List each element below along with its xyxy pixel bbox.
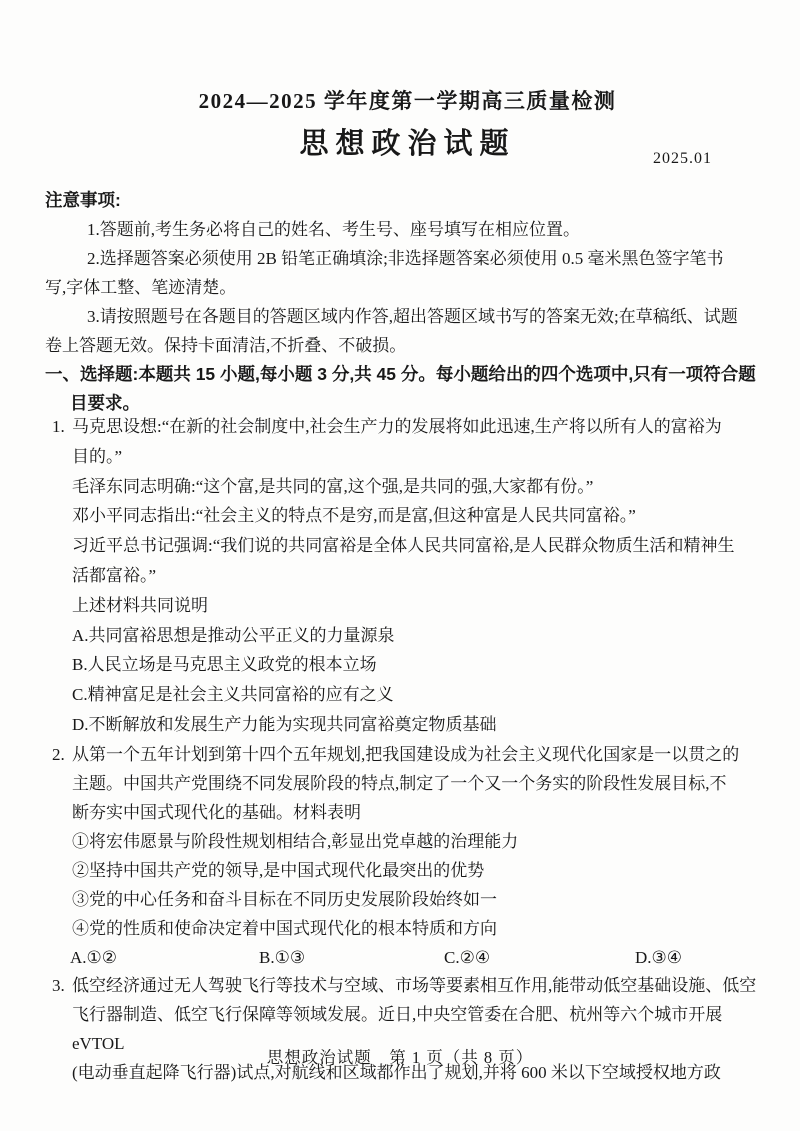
page-content <box>45 0 770 1087</box>
notice-heading: 注意事项: <box>45 190 121 210</box>
section-heading-line-2: 目要求。 <box>70 393 140 413</box>
notice-item-3-line-1: 3.请按照题号在各题目的答题区域内作答,超出答题区域书写的答案无效;在草稿纸、试题 <box>87 307 738 326</box>
notice-item-2-line-1: 2.选择题答案必须使用 2B 铅笔正确填涂;非选择题答案必须使用 0.5 毫米黑色签字笔书 <box>87 249 724 268</box>
q1-option-b: B.人民立场是马克思主义政党的根本立场 <box>72 655 377 675</box>
exam-session-title: 2024—2025 学年度第一学期高三质量检测 <box>198 89 617 113</box>
q2-option-d: D.③④ <box>635 947 683 967</box>
q2-first-line <box>45 740 770 769</box>
q2-line-2: 主题。中国共产党围绕不同发展阶段的特点,制定了一个又一个务实的阶段性发展目标,不 <box>72 773 727 793</box>
q3-number: 3. <box>52 975 65 995</box>
q3-line-3: (电动垂直起降飞行器)试点,对航线和区域都作出了规划,并将 600 米以下空域授权地方政 <box>72 1062 721 1082</box>
q2-option-b: B.①③ <box>259 947 306 967</box>
q1-line-3: 毛泽东同志明确:“这个富,是共同的富,这个强,是共同的强,大家都有份。” <box>72 476 594 496</box>
question-2 <box>45 740 770 972</box>
q2-line-3: 断夯实中国式现代化的基础。材料表明 <box>72 802 361 822</box>
q1-line-5: 习近平总书记强调:“我们说的共同富裕是全体人民共同富裕,是人民群众物质生活和精神生 <box>72 536 735 556</box>
q1-option-c: C.精神富足是社会主义共同富裕的应有之义 <box>72 685 394 705</box>
q1-first-line <box>45 412 770 442</box>
section-heading <box>45 360 770 418</box>
notice-item-1: 1.答题前,考生务必将自己的姓名、考生号、座号填写在相应位置。 <box>87 220 580 239</box>
q3-line-2: 飞行器制造、低空飞行保障等领域发展。近日,中央空管委在合肥、杭州等六个城市开展 eVTOL <box>72 1004 723 1053</box>
q1-line-1: 马克思设想:“在新的社会制度中,社会生产力的发展将如此迅速,生产将以所有人的富裕为 <box>72 417 722 436</box>
q2-statement-4: ④党的性质和使命决定着中国式现代化的根本特质和方向 <box>72 918 497 938</box>
q2-number: 2. <box>52 744 65 764</box>
q2-statement-3: ③党的中心任务和奋斗目标在不同历史发展阶段始终如一 <box>72 889 497 909</box>
q1-line-2: 目的。” <box>72 446 123 466</box>
notice-section <box>45 186 770 360</box>
q2-options-row <box>45 943 770 972</box>
q1-line-4: 邓小平同志指出:“社会主义的特点不是穷,而是富,但这种富是人民共同富裕。” <box>72 506 636 526</box>
q1-option-a: A.共同富裕思想是推动公平正义的力量源泉 <box>72 625 395 645</box>
notice-item-2-line-2: 写,字体工整、笔迹清楚。 <box>45 278 237 297</box>
questions-area <box>45 412 770 1087</box>
q2-option-a: A.①② <box>70 947 118 967</box>
q2-statement-2: ②坚持中国共产党的领导,是中国式现代化最突出的优势 <box>72 860 485 880</box>
q3-line-1: 低空经济通过无人驾驶飞行等技术与空域、市场等要素相互作用,能带动低空基础设施、低空 <box>72 975 757 995</box>
q1-stem-prompt: 上述材料共同说明 <box>72 595 208 615</box>
exam-date: 2025.01 <box>653 150 712 167</box>
q1-line-6: 活都富裕。” <box>72 565 157 585</box>
question-1 <box>45 412 770 740</box>
q2-option-c: C.②④ <box>444 947 491 967</box>
page-footer: 思想政治试题 第 1 页（共 8 页） <box>266 1048 534 1067</box>
q3-first-line <box>45 971 770 1000</box>
q1-number: 1. <box>52 417 65 436</box>
notice-item-3-line-2: 卷上答题无效。保持卡面清洁,不折叠、不破损。 <box>45 336 407 355</box>
section-heading-line-1: 一、选择题:本题共 15 小题,每小题 3 分,共 45 分。每小题给出的四个选项中,只有一项符合题 <box>45 364 756 384</box>
q2-line-1: 从第一个五年计划到第十四个五年规划,把我国建设成为社会主义现代化国家是一以贯之的 <box>72 744 740 764</box>
q1-option-d: D.不断解放和发展生产力能为实现共同富裕奠定物质基础 <box>72 714 497 734</box>
paper-title: 思想政治试题 <box>299 128 516 160</box>
q2-statement-1: ①将宏伟愿景与阶段性规划相结合,彰显出党卓越的治理能力 <box>72 831 519 851</box>
